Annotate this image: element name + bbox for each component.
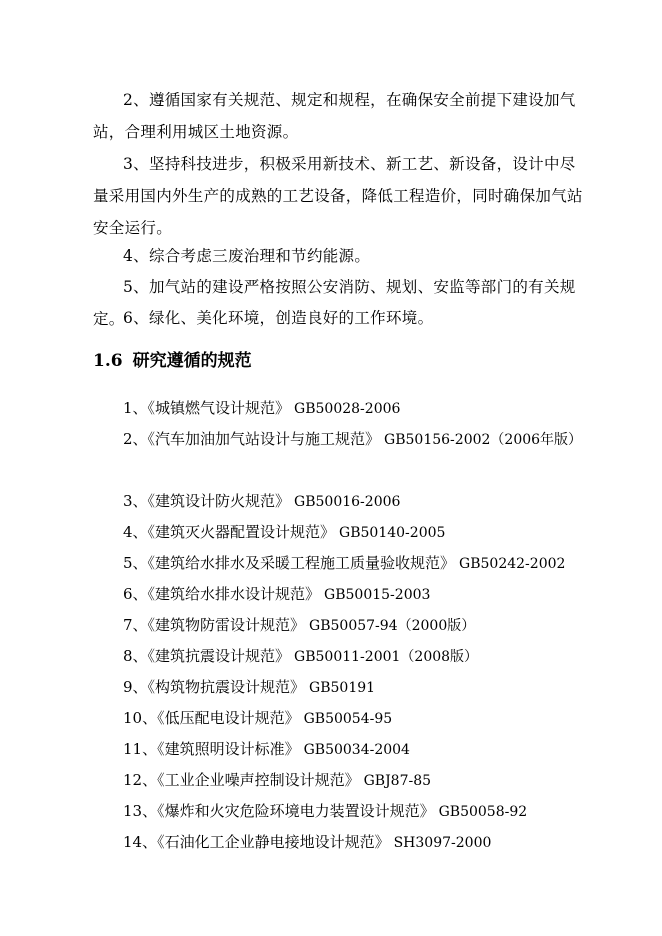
- reference-name: 7、《建筑物防雷设计规范》: [123, 616, 306, 634]
- reference-item: [123, 827, 491, 859]
- reference-item: [123, 641, 478, 673]
- reference-name: 6、《建筑给水排水设计规范》: [123, 585, 321, 603]
- reference-code: GB50058-92: [438, 804, 528, 820]
- reference-code: GB50011-2001（2008版）: [294, 649, 479, 665]
- reference-code: GB50015-2003: [324, 587, 431, 603]
- reference-code: GB50016-2006: [294, 494, 401, 510]
- reference-item: [123, 424, 582, 456]
- reference-name: 10、《低压配电设计规范》: [123, 709, 300, 727]
- reference-item: [123, 796, 527, 828]
- reference-name: 3、《建筑设计防火规范》: [123, 492, 291, 510]
- principle-paragraph-3: 3、坚持科技进步，积极采用新技术、新工艺、新设备，设计中尽量采用国内外生产的成熟的工艺设备，降低工程造价，同时确保加气站安全运行。: [93, 155, 583, 237]
- reference-name: 2、《汽车加油加气站设计与施工规范》: [123, 430, 381, 448]
- reference-code: GB50028-2006: [294, 401, 401, 417]
- principle-paragraph-6: 6、绿化、美化环境，创造良好的工作环境。: [123, 309, 434, 327]
- reference-name: 11、《建筑照明设计标准》: [123, 740, 300, 758]
- reference-item: [123, 703, 392, 735]
- reference-item: [123, 765, 431, 797]
- reference-name: 1、《城镇燃气设计规范》: [123, 399, 291, 417]
- reference-name: 9、《构筑物抗震设计规范》: [123, 678, 306, 696]
- reference-code: GBJ87-85: [363, 773, 432, 789]
- reference-name: 5、《建筑给水排水及采暖工程施工质量验收规范》: [123, 554, 456, 572]
- reference-name: 4、《建筑灭火器配置设计规范》: [123, 523, 336, 541]
- reference-code: GB50054-95: [303, 711, 393, 727]
- reference-item: [123, 393, 400, 425]
- reference-item: [123, 734, 410, 766]
- reference-code: GB50034-2004: [303, 742, 410, 758]
- reference-item: [123, 517, 445, 549]
- section-heading: [93, 345, 252, 377]
- reference-code: GB50057-94（2000版）: [309, 618, 476, 634]
- section-number: 1.6: [93, 351, 123, 371]
- reference-code: SH3097-2000: [393, 835, 492, 851]
- principle-paragraph-5: 5、加气站的建设严格按照公安消防、规划、安监等部门的有关规定。: [93, 278, 576, 328]
- reference-code: GB50140-2005: [339, 525, 446, 541]
- reference-item: [123, 672, 375, 704]
- reference-code: GB50191: [309, 680, 376, 696]
- reference-name: 13、《爆炸和火灾危险环境电力装置设计规范》: [123, 802, 435, 820]
- reference-item: [123, 548, 565, 580]
- principle-paragraph-4: 4、综合考虑三废治理和节约能源。: [123, 247, 371, 265]
- reference-code: GB50242-2002: [459, 556, 566, 572]
- reference-item: [123, 579, 430, 611]
- reference-name: 8、《建筑抗震设计规范》: [123, 647, 291, 665]
- reference-item: [123, 610, 475, 642]
- reference-item: [123, 486, 400, 518]
- reference-name: 12、《工业企业噪声控制设计规范》: [123, 771, 360, 789]
- reference-name: 14、《石油化工企业静电接地设计规范》: [123, 833, 390, 851]
- section-title: 研究遵循的规范: [132, 351, 252, 371]
- reference-code: GB50156-2002（2006年版）: [384, 432, 583, 448]
- principle-paragraph-2: 2、遵循国家有关规范、规定和规程，在确保安全前提下建设加气站，合理利用城区土地资源。: [93, 91, 576, 141]
